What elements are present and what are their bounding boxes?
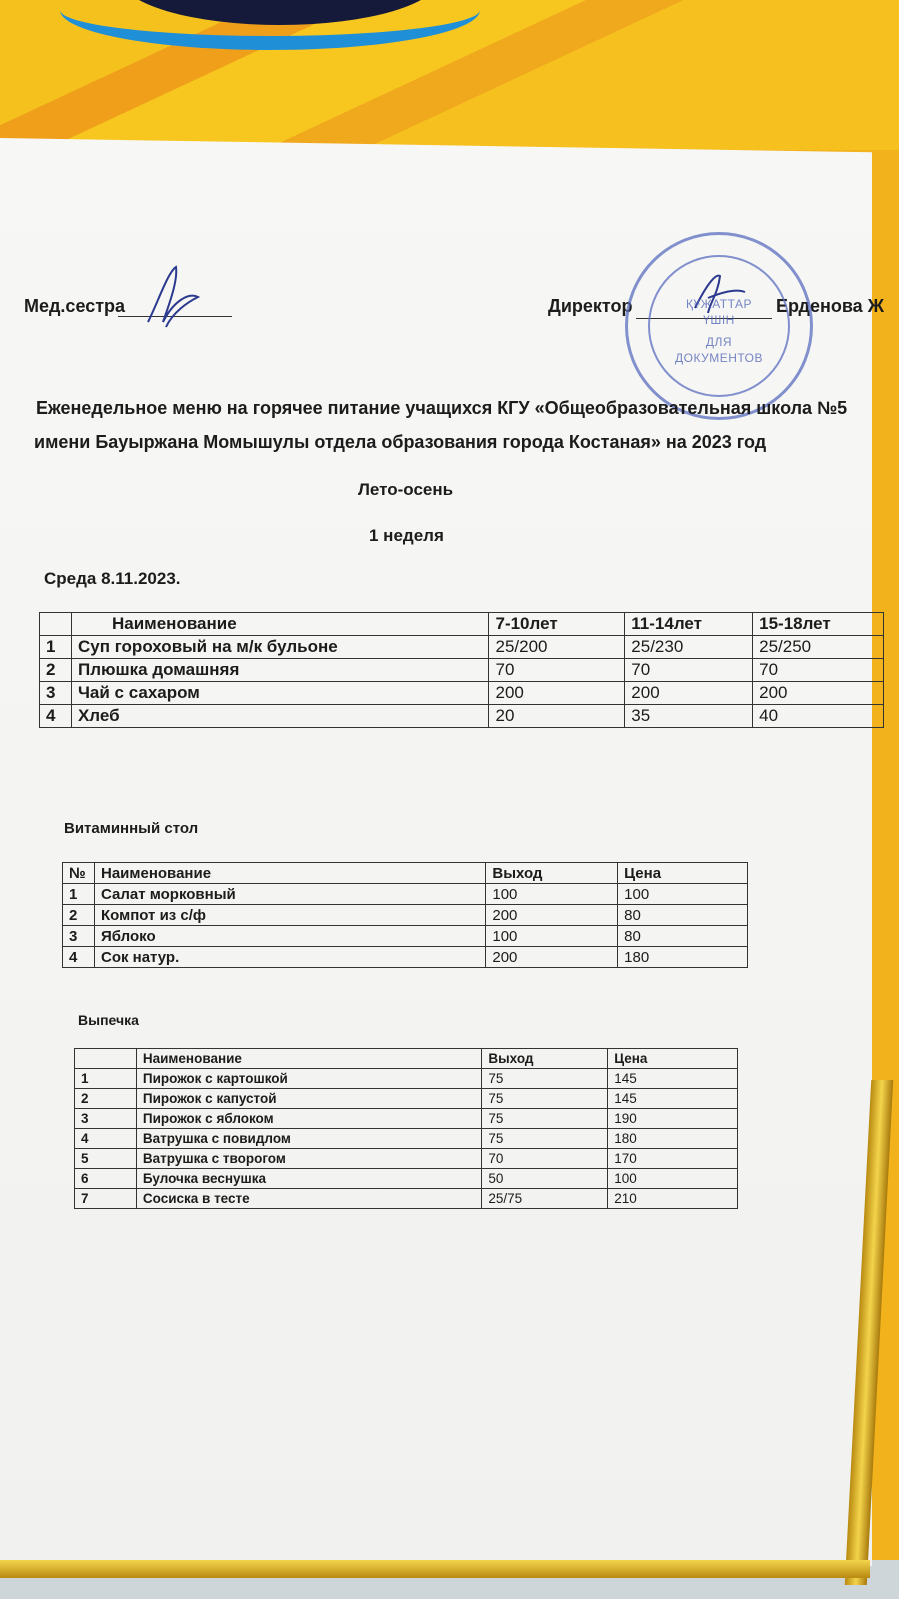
table-header-row — [75, 1049, 738, 1069]
table-row: 4 Хлеб 20 35 40 — [40, 705, 884, 728]
column-header: Цена — [618, 863, 748, 884]
table-row: 2 Пирожок с капустой 75 145 — [75, 1089, 738, 1109]
table-row: 2 Плюшка домашняя 70 70 70 — [40, 659, 884, 682]
vitamin-table — [62, 862, 748, 968]
week-label: 1 неделя — [369, 526, 444, 545]
column-header: Наименование — [136, 1049, 482, 1069]
official-stamp: ҚҰЖАТТАР ҮШІН ДЛЯ ДОКУМЕНТОВ — [625, 232, 813, 420]
bakery-caption: Выпечка — [78, 1012, 139, 1028]
table-row: 7 Сосиска в тесте 25/75 210 — [75, 1189, 738, 1209]
date-label: Среда 8.11.2023. — [44, 569, 181, 588]
table-row: 3 Яблоко 100 80 — [63, 926, 748, 947]
director-name: Ерденова Ж — [776, 296, 884, 316]
table-row: 1 Суп гороховый на м/к бульоне 25/200 25/230 25/250 — [40, 636, 884, 659]
hot-meal-table — [39, 612, 884, 728]
column-header: Цена — [608, 1049, 738, 1069]
column-header: Выход — [482, 1049, 608, 1069]
table-row: 4 Сок натур. 200 180 — [63, 947, 748, 968]
column-header: 15-18лет — [753, 613, 884, 636]
table-row: 5 Ватрушка с творогом 70 170 — [75, 1149, 738, 1169]
column-header — [40, 613, 72, 636]
season-label: Лето-осень — [358, 480, 454, 499]
table-row: 6 Булочка веснушка 50 100 — [75, 1169, 738, 1189]
table-row: 1 Пирожок с картошкой 75 145 — [75, 1069, 738, 1089]
table-row: 1 Салат морковный 100 100 — [63, 884, 748, 905]
table-row: 4 Ватрушка с повидлом 75 180 — [75, 1129, 738, 1149]
table-row: 3 Пирожок с яблоком 75 190 — [75, 1109, 738, 1129]
column-header: № — [63, 863, 95, 884]
director-label: Директор — [548, 296, 633, 316]
menu-title-line2: имени Бауыржана Момышулы отдела образования города Костаная» на 2023 год — [34, 432, 767, 452]
menu-title-line1: Еженедельное меню на горячее питание учащихся КГУ «Общеобразовательная школа №5 — [36, 398, 848, 418]
table-row: 3 Чай с сахаром 200 200 200 — [40, 682, 884, 705]
nurse-signature — [138, 262, 208, 332]
table-header-row — [40, 613, 884, 636]
gold-frame-edge — [0, 1560, 870, 1578]
vitamin-caption: Витаминный стол — [64, 820, 199, 837]
column-header: 11-14лет — [625, 613, 753, 636]
column-header — [75, 1049, 137, 1069]
column-header: Выход — [486, 863, 618, 884]
table-row: 2 Компот из с/ф 200 80 — [63, 905, 748, 926]
column-header: 7-10лет — [489, 613, 625, 636]
table-header-row — [63, 863, 748, 884]
nurse-label: Мед.сестра — [24, 296, 126, 316]
bakery-table — [74, 1048, 738, 1209]
column-header: Наименование — [94, 863, 485, 884]
column-header: Наименование — [71, 613, 489, 636]
